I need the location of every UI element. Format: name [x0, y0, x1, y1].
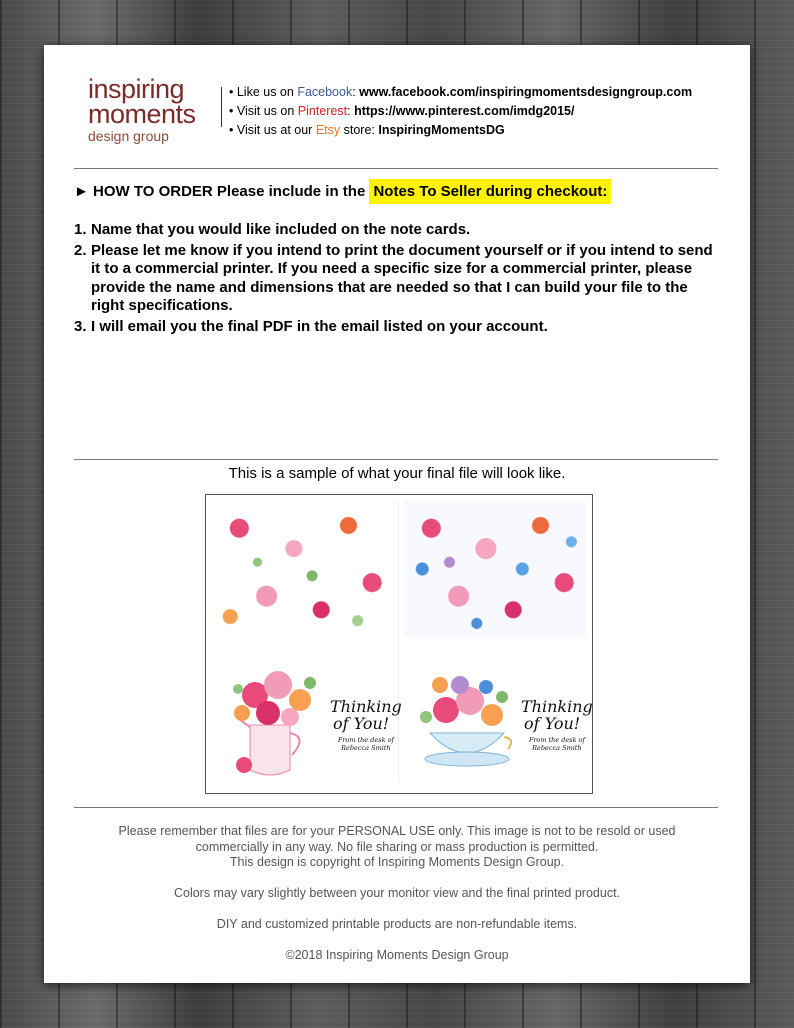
document-page — [44, 45, 750, 983]
order-steps-list — [74, 221, 724, 338]
card-greeting-right: Thinking of You! From the desk of Rebecca Smith — [521, 697, 593, 752]
card-greeting-left: Thinking of You! From the desk of Rebecca Smith — [330, 697, 402, 752]
flower-pitcher-illustration — [220, 655, 330, 781]
etsy-store-link[interactable]: InspiringMomentsDG — [378, 123, 505, 137]
etsy-label: Etsy — [315, 123, 341, 137]
pinterest-link[interactable]: https://www.pinterest.com/imdg2015/ — [354, 104, 575, 118]
social-links — [229, 83, 692, 140]
personal-use-notice: Please remember that files are for your PERSONAL USE only. This image is not to be resold or used commercially in any way. No file sharing or mass production is permitted. This design is copyright of Inspiring Moments Design Group. — [118, 824, 676, 869]
how-to-order-heading: ► HOW TO ORDER Please include in the Notes To Seller during checkout: — [74, 183, 611, 200]
logo-word-design-group: design group — [88, 128, 169, 144]
facebook-link[interactable]: www.facebook.com/inspiringmomentsdesigngroup.com — [359, 85, 693, 99]
sample-caption: This is a sample of what your final file will look like. — [228, 465, 566, 482]
pinterest-line: • Visit us on Pinterest: https://www.pinterest.com/imdg2015/ — [229, 104, 575, 118]
divider-bottom — [74, 807, 718, 808]
pinterest-label: Pinterest — [297, 104, 348, 118]
floral-pattern-card-front-white — [212, 501, 394, 637]
copyright-notice: ©2018 Inspiring Moments Design Group — [285, 948, 509, 962]
facebook-line: • Like us on Facebook: www.facebook.com/inspiringmomentsdesigngroup.com — [229, 85, 693, 99]
logo-word-inspiring: inspiring — [88, 74, 185, 104]
divider-top — [74, 168, 718, 169]
step-item: 2. Please let me know if you intend to print the document yourself or if you intend to send it to a commercial printer. If you need a specific size for a commercial printer, please provide the name and dimensions that are needed so that I can build your file to the right specifications. — [74, 241, 713, 314]
facebook-label: Facebook — [297, 85, 353, 99]
etsy-line: • Visit us at our Etsy store: InspiringMomentsDG — [229, 123, 505, 137]
floral-pattern-card-front-blue — [404, 501, 586, 637]
refund-notice: DIY and customized printable products are non-refundable items. — [216, 917, 578, 931]
step-item: 3. I will email you the final PDF in the email listed on your account. — [74, 317, 548, 335]
notes-to-seller-highlight: Notes To Seller during checkout: — [369, 179, 611, 204]
flower-teacup-illustration — [412, 655, 522, 781]
brand-logo — [88, 74, 196, 144]
colors-notice: Colors may vary slightly between your monitor view and the final printed product. — [173, 886, 621, 900]
divider-middle — [74, 459, 718, 460]
logo-word-moments: moments — [88, 99, 196, 129]
logo-separator — [221, 87, 222, 127]
sample-preview — [205, 494, 593, 794]
step-item: 1. Name that you would like included on the note cards. — [74, 221, 471, 238]
